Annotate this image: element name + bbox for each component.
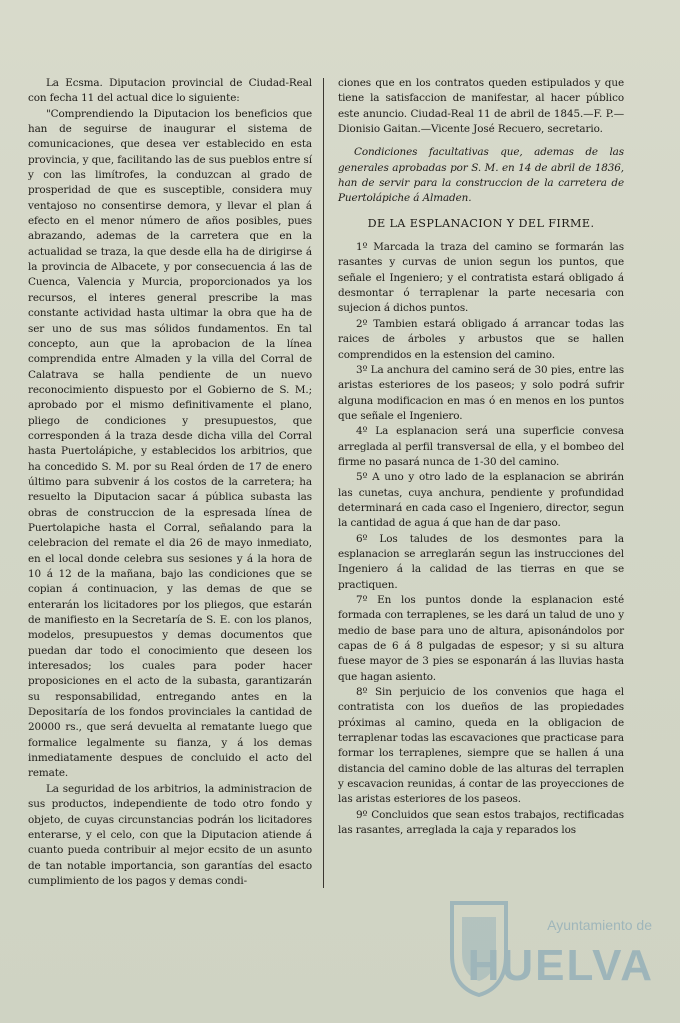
left-column — [28, 76, 312, 889]
archive-watermark — [448, 891, 658, 1011]
article-4: 4º La esplanacion será una superficie convesa arreglada al perfil transversal de ella, y el bombeo del firme no pasará nunca de 1-30 del camino. — [338, 425, 624, 468]
article-1: 1º Marcada la traza del camino se formarán las rasantes y curvas de union segun los puntos, que señale el Ingeniero; y el contratista estará obligado á desmontar ó terraplenar la parte necesaria con sujecion á dichos puntos. — [338, 241, 624, 315]
article-6: 6º Los taludes de los desmontes para la esplanacion se arreglarán segun las instrucciones del Ingeniero á la calidad de las tierras en que se practiquen. — [338, 532, 624, 591]
right-column — [338, 76, 624, 839]
article-7: 7º En los puntos donde la esplanacion esté formada con terraplenes, se les dará un talud de uno y medio de base para uno de altura, apisonándolos por capas de 6 á 8 pulgadas de espesor; y si su altura fuese mayor de 3 pies se esponarán á las lluvias hasta que hagan asiento. — [338, 594, 624, 683]
article-8: 8º Sin perjuicio de los convenios que haga el contratista con los dueños de las propiedades próximas al camino, queda en la obligacion de terraplenar todas las escavaciones que practicase para formar los terraplenes, siempre que se hallen á una distancia del camino doble de las alturas del terraplen y escavacion reunidas, á contar de las proyecciones de las aristas esteriores de los paseos. — [338, 686, 624, 806]
column-divider — [323, 78, 324, 888]
guarantees-paragraph: La seguridad de los arbitrios, la administracion de sus productos, independiente de todo otro fondo y objeto, de cuyas circunstancias podrán los licitadores enterarse, y el celo, con que la Diputacion atiende á cuanto pueda contribuir al mejor ecsito de un asunto de tan notable importancia, son garantías del esacto cumplimiento de los pagos y demas condi- — [28, 782, 312, 887]
article-9: 9º Concluidos que sean estos trabajos, rectificadas las rasantes, arreglada la caja y reparados los — [338, 808, 624, 837]
announcement-paragraph: "Comprendiendo la Diputacion los beneficios que han de seguirse de inaugurar el sistema de comunicaciones, que desea ver establecido en esta provincia, y que, facilitando las de sus pueblos entre sí y con las limítrofes, la conduzcan al grado de prosperidad de que es susceptible, considera muy ventajoso no consentirse demora, y llevar el plan á efecto en el menor número de años posibles, pues abrazando, ademas de la carretera que en la actualidad se traza, la que desde ella ha de dirigirse á la provincia de Albacete, y por consecuencia á las de Cuenca, Valencia y Murcia, proporcionados ya los recursos, el interes general prescribe la mas constante actividad hasta ultimar la obra que ha de ser uno de sus mas sólidos fundamentos. En tal concepto, aun que la aprobacion de la línea comprendida entre Almaden y la villa del Corral de Calatrava se halla pendiente de un nuevo reconocimiento dispuesto por el Gobierno de S. M.; aprobado por el mismo definitivamente el plano, pliego de condiciones y presupuestos, que corresponden á la traza desde dicha villa del Corral hasta Puertolápiche, y establecidos los arbitrios, que ha concedido S. M. por su Real órden de 17 de enero último para subvenir á los costos de la carretera; ha resuelto la Diputacion sacar á pública subasta las obras de construccion de la espresada línea de Puertolapiche hasta el Corral, señalando para la celebracion del remate el dia 26 de mayo inmediato, en el local donde celebra sus sesiones y á la hora de 10 á 12 de la mañana, bajo las condiciones que se copian á continuacion, y las demas de que se enterarán los licitadores por los pliegos, que estarán de manifiesto en la Secretaría de S. E. con los planos, modelos, presupuestos y demas documentos que puedan dar todo el conocimiento que deseen los interesados; los cuales para poder hacer proposiciones en el acto de la subasta, garantizarán su responsabilidad, entregando antes en la Depositaría de los fondos provinciales la cantidad de 20000 rs., que será devuelta al rematante luego que formalice legalmente su fianza, y á los demas inmediatamente despues de concluido el acto del remate. — [28, 107, 312, 780]
article-5: 5º A uno y otro lado de la esplanacion se abrirán las cunetas, cuya anchura, pendiente y profundidad determinará en cada caso el Ingeniero, director, segun la cantidad de agua á que han de dar paso. — [338, 471, 624, 530]
intro-paragraph: La Ecsma. Diputacion provincial de Ciudad-Real con fecha 11 del actual dice lo siguiente: — [28, 77, 312, 105]
article-3: 3º La anchura del camino será de 30 pies, entre las aristas esteriores de los paseos; y solo podrá sufrir alguna modificacion en mas ó en menos en los puntos que señale el Ingeniero. — [338, 363, 624, 422]
watermark-line-1: Ayuntamiento de — [547, 917, 652, 933]
conditions-intro: Condiciones facultativas que, ademas de las generales aprobadas por S. M. en 14 de abril de 1836, han de servir para la construccion de la carretera de Puertolápiche á Almaden. — [338, 146, 624, 205]
watermark-line-2: HUELVA — [467, 941, 654, 990]
section-title: DE LA ESPLANACION Y DEL FIRME. — [367, 216, 595, 230]
continuation-paragraph: ciones que en los contratos queden estipulados y que tiene la satisfaccion de manifestar, al hacer público este anuncio. Ciudad-Real 11 de abril de 1845.—F. P.—Dionisio Gaitan.—Vicente José Recuero, secretario. — [338, 77, 624, 136]
article-2: 2º Tambien estará obligado á arrancar todas las raices de árboles y arbustos que se hallen comprendidos en la estension del camino. — [338, 317, 624, 361]
